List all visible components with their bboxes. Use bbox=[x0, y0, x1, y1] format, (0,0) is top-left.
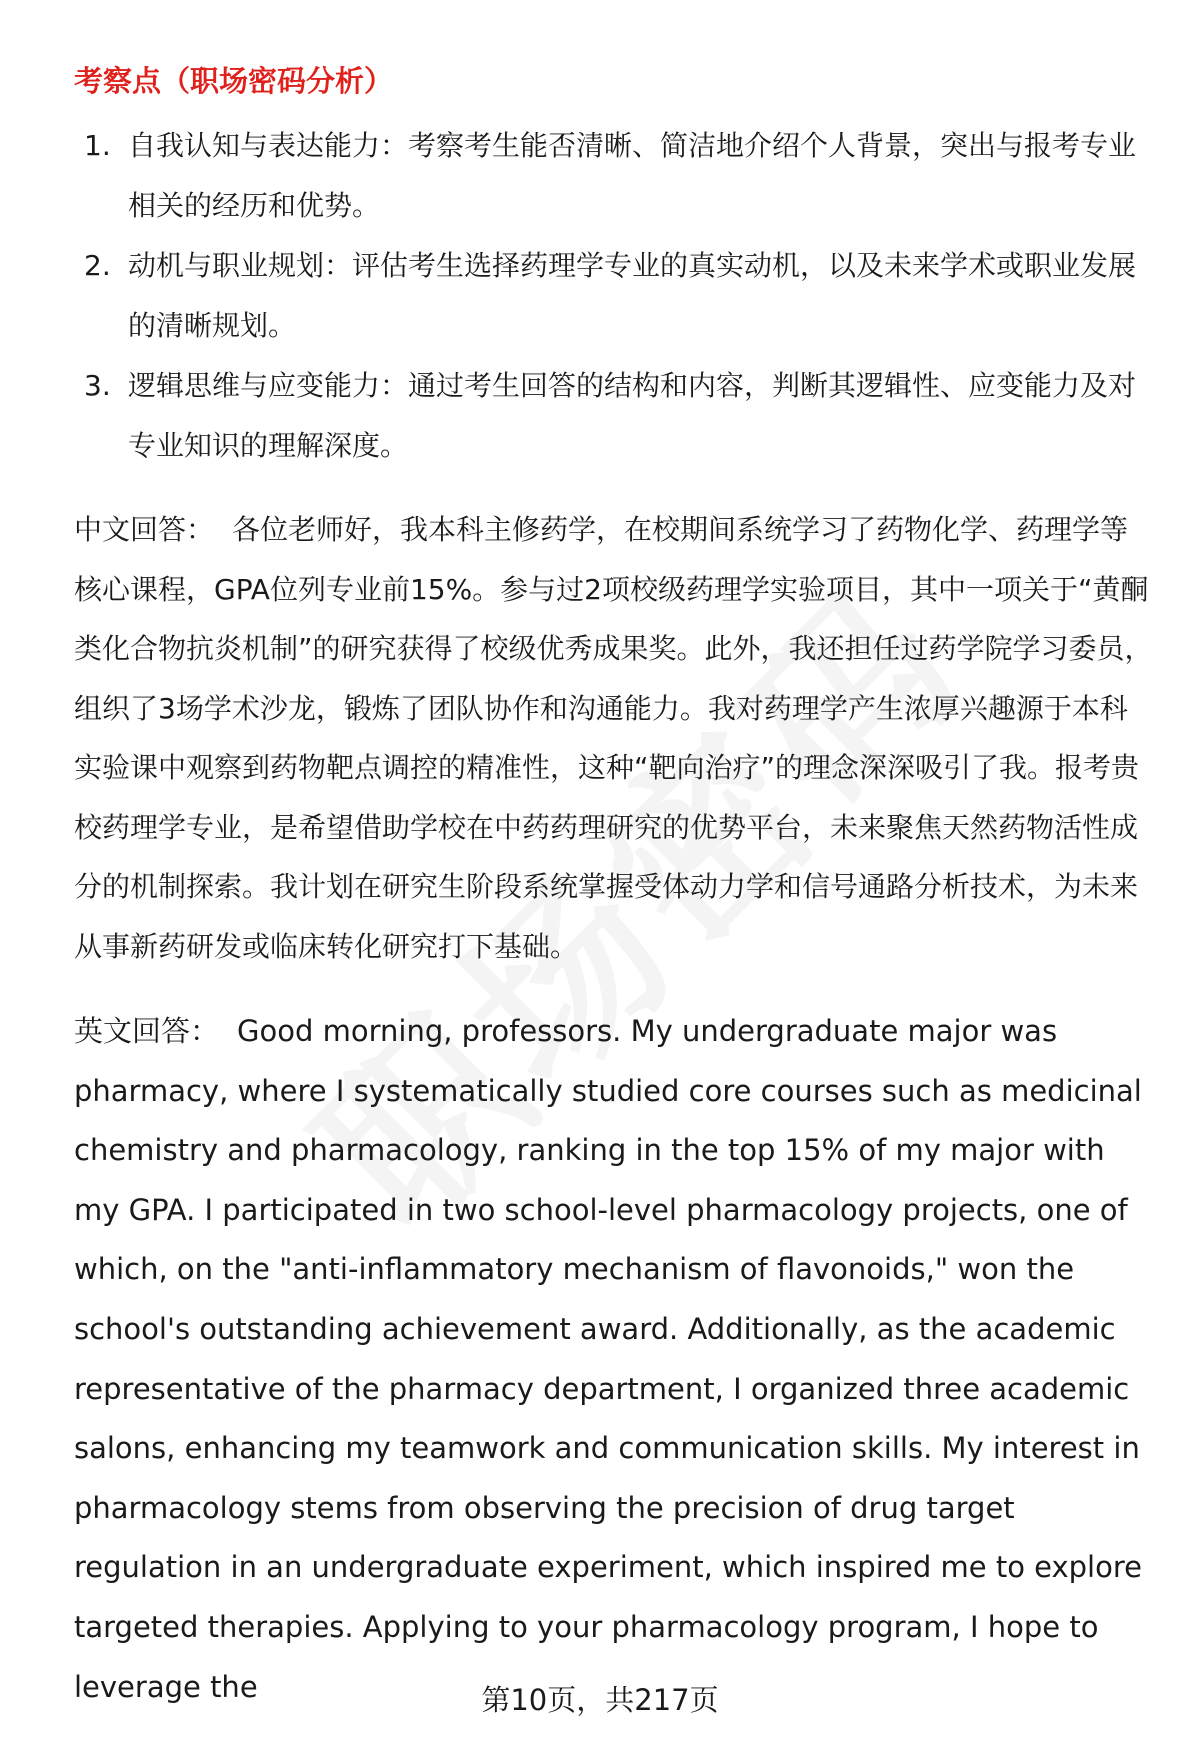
page-number-footer: 第10页，共217页 bbox=[481, 1683, 719, 1717]
section-title: 考察点（职场密码分析） bbox=[74, 64, 394, 98]
list-item-number: 1. bbox=[84, 129, 111, 162]
english-answer-text: Good morning, professors. My undergraduate major was pharmacy, where I systematically studied core courses such as medicinal chemistry and pharmacology, ranking in the top 15% of my major with my GPA. I participated in two school-level pharmacology projects, one of which, on the "anti-inflammatory mechanism of flavonoids," won the school's outstanding achievement award. Additionally, as the academic representative of the pharmacy department, I organized three academic salons, enhancing my teamwork and communication skills. My interest in pharmacology stems from observing the precision of drug target regulation in an undergraduate experiment, which inspired me to explore targeted therapies. Applying to your pharmacology program, I hope to leverage the bbox=[74, 1014, 1142, 1704]
chinese-answer-paragraph bbox=[74, 500, 1154, 976]
page-content bbox=[74, 56, 1154, 1717]
list-item-text: 自我认知与表达能力：考察考生能否清晰、简洁地介绍个人背景，突出与报考专业相关的经历和优势。 bbox=[128, 129, 1137, 222]
english-answer-paragraph bbox=[74, 1002, 1154, 1717]
list-item bbox=[74, 116, 1154, 236]
assessment-points-list bbox=[74, 116, 1154, 476]
english-answer-label: 英文回答： bbox=[74, 1014, 220, 1048]
chinese-answer-label: 中文回答： bbox=[74, 513, 215, 546]
list-item-text: 动机与职业规划：评估考生选择药理学专业的真实动机，以及未来学术或职业发展的清晰规划。 bbox=[128, 249, 1137, 342]
list-item-number: 3. bbox=[84, 369, 111, 402]
list-item bbox=[74, 236, 1154, 356]
list-item-number: 2. bbox=[84, 249, 111, 282]
chinese-answer-text: 各位老师好，我本科主修药学，在校期间系统学习了药物化学、药理学等核心课程，GPA位列专业前15%。参与过2项校级药理学实验项目，其中一项关于“黄酮类化合物抗炎机制”的研究获得了校级优秀成果奖。此外，我还担任过药学院学习委员，组织了3场学术沙龙，锻炼了团队协作和沟通能力。我对药理学产生浓厚兴趣源于本科实验课中观察到药物靶点调控的精准性，这种“靶向治疗”的理念深深吸引了我。报考贵校药理学专业，是希望借助学校在中药药理研究的优势平台，未来聚焦天然药物活性成分的机制探索。我计划在研究生阶段系统掌握受体动力学和信号通路分析技术，为未来从事新药研发或临床转化研究打下基础。 bbox=[74, 513, 1153, 963]
list-item bbox=[74, 356, 1154, 476]
list-item-text: 逻辑思维与应变能力：通过考生回答的结构和内容，判断其逻辑性、应变能力及对专业知识的理解深度。 bbox=[128, 369, 1137, 462]
